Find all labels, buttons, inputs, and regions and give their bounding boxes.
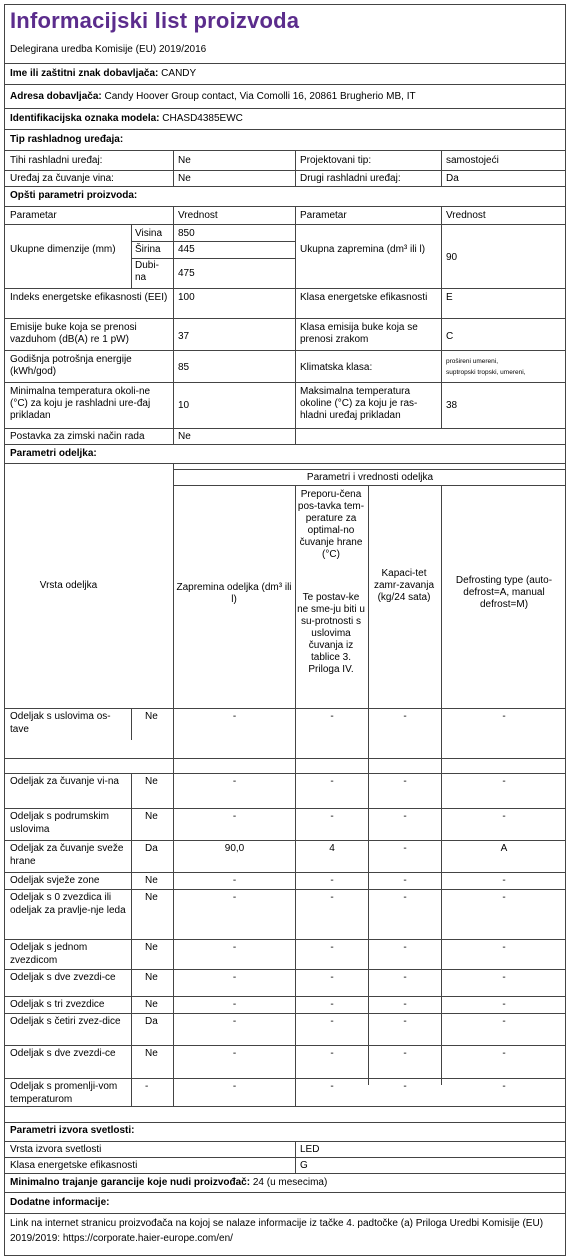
table-column-divider bbox=[131, 808, 132, 840]
compartment-type-header: Vrsta odeljka bbox=[39, 580, 98, 591]
compartment-present: Ne bbox=[145, 711, 158, 722]
table-column-divider bbox=[131, 1013, 132, 1045]
table-column-divider bbox=[131, 969, 132, 996]
min-temp-label: Minimalna temperatura okoli-ne (°C) za koju je rashladni ure-đaj prikladan bbox=[10, 386, 151, 421]
compartment-temp: - bbox=[330, 776, 334, 787]
compartment-temp: - bbox=[330, 1016, 334, 1027]
compartment-volume: - bbox=[232, 942, 237, 953]
address-row bbox=[10, 91, 416, 103]
compartment-temp: 4 bbox=[329, 843, 335, 854]
compartment-defrost: - bbox=[502, 999, 506, 1010]
regulation-subtitle: Delegirana uredba Komisije (EU) 2019/2016 bbox=[10, 44, 207, 55]
width-value: 445 bbox=[178, 244, 195, 255]
compartment-freeze: - bbox=[403, 843, 407, 854]
compartment-present: Da bbox=[145, 843, 158, 854]
warranty-label: Minimalno trajanje garancije koje nudi proizvođač: bbox=[10, 1177, 251, 1188]
compartment-freeze: - bbox=[403, 892, 407, 903]
gp-header-param: Parametar bbox=[10, 210, 57, 221]
compartment-volume-header: Zapremina odeljka (dm³ ili l) bbox=[176, 582, 292, 605]
compartment-volume: - bbox=[232, 1016, 237, 1027]
warranty-row bbox=[10, 1177, 327, 1189]
light-type-value: LED bbox=[300, 1144, 320, 1155]
table-row-divider bbox=[4, 1078, 566, 1079]
compartment-volume: - bbox=[232, 711, 237, 722]
manufacturer-label: Ime ili zaštitni znak dobavljača: bbox=[10, 68, 159, 79]
general-params-heading: Opšti parametri proizvoda: bbox=[10, 190, 138, 201]
compartment-freeze: - bbox=[403, 811, 407, 822]
address-label: Adresa dobavljača: bbox=[10, 91, 102, 102]
compartment-freeze: - bbox=[403, 1048, 407, 1059]
compartment-name: Odeljak s jednom zvezdicom bbox=[10, 942, 88, 966]
compartment-present: Ne bbox=[145, 776, 158, 787]
compartment-defrost: - bbox=[502, 711, 506, 722]
compartment-name: Odeljak s četiri zvez-dice bbox=[10, 1016, 121, 1027]
compartment-volume: - bbox=[232, 972, 237, 983]
total-volume-value: 90 bbox=[446, 252, 458, 263]
compartment-temp: - bbox=[330, 811, 334, 822]
compartment-defrost: - bbox=[502, 811, 506, 822]
noise-emission-value: 37 bbox=[178, 331, 190, 342]
appliance-type-heading: Tip rashladnog uređaja: bbox=[10, 134, 124, 145]
compartment-temp: - bbox=[330, 711, 334, 722]
compartment-name: Odeljak svježe zone bbox=[10, 875, 100, 886]
table-row-divider bbox=[4, 889, 566, 890]
compartment-name: Odeljak s dve zvezdi-ce bbox=[10, 1048, 116, 1059]
compartment-defrost: - bbox=[502, 776, 506, 787]
table-row-divider bbox=[4, 872, 566, 873]
compartment-present: Ne bbox=[145, 999, 158, 1010]
compartment-volume: - bbox=[232, 811, 237, 822]
compartment-params-heading: Parametri odeljka: bbox=[10, 448, 97, 459]
compartment-temp-header: Preporu-čena pos-tavka tem-perature za optimal-no čuvanje hrane (°C) bbox=[297, 489, 365, 560]
noise-class-label: Klasa emisija buke koja se prenosi zrakom bbox=[300, 322, 418, 345]
compartment-defrost: - bbox=[502, 875, 506, 886]
winter-mode-value: Ne bbox=[178, 431, 191, 442]
compartment-present: Ne bbox=[145, 875, 158, 886]
min-temp-value: 10 bbox=[178, 400, 190, 411]
compartment-volume: - bbox=[232, 776, 237, 787]
annual-energy-value: 85 bbox=[178, 362, 190, 373]
compartment-volume: - bbox=[232, 892, 237, 903]
table-row-divider bbox=[4, 773, 566, 774]
gp-header-param-2: Parametar bbox=[300, 210, 347, 221]
compartment-volume: - bbox=[232, 1081, 237, 1092]
table-column-divider bbox=[131, 889, 132, 939]
table-row-divider bbox=[4, 939, 566, 940]
compartment-present: Ne bbox=[145, 1048, 158, 1059]
table-row-divider bbox=[4, 1013, 566, 1014]
depth-label: Dubi-na bbox=[135, 260, 159, 283]
compartment-defrost: A bbox=[500, 843, 508, 854]
other-appliance-label: Drugi rashladni uređaj: bbox=[300, 173, 401, 184]
address-value: Candy Hoover Group contact, Via Comolli 16, 20861 Brugherio MB, IT bbox=[104, 91, 416, 102]
compartment-freeze: - bbox=[403, 875, 407, 886]
table-column-divider bbox=[131, 1078, 132, 1106]
wine-storage-label: Uređaj za čuvanje vina: bbox=[10, 173, 114, 184]
compartment-temp-note: Te postav-ke ne sme-ju biti u su-protnosti s uslovima čuvanja iz tablice 3. Priloga IV. bbox=[297, 592, 365, 675]
compartment-temp: - bbox=[330, 875, 334, 886]
light-params-heading: Parametri izvora svetlosti: bbox=[10, 1125, 135, 1136]
page-title: Informacijski list proizvoda bbox=[10, 8, 300, 33]
compartment-freeze: - bbox=[403, 972, 407, 983]
design-type-label: Projektovani tip: bbox=[300, 155, 372, 166]
compartment-volume: - bbox=[232, 1048, 237, 1059]
compartment-name: Odeljak za čuvanje sveže hrane bbox=[10, 843, 124, 867]
depth-value: 475 bbox=[178, 268, 195, 279]
compartment-name: Odeljak s 0 zvezdica ili odeljak za pravlje-nje leda bbox=[10, 892, 126, 916]
winter-mode-label: Postavka za zimski način rada bbox=[10, 431, 145, 442]
compartment-defrost-header: Defrosting type (auto-defrost=A, manual defrost=M) bbox=[455, 575, 553, 610]
compartment-defrost: - bbox=[502, 972, 506, 983]
compartment-present: Ne bbox=[145, 811, 158, 822]
compartment-defrost: - bbox=[502, 892, 506, 903]
wine-storage-value: Ne bbox=[178, 173, 191, 184]
model-row bbox=[10, 113, 243, 125]
width-label: Širina bbox=[135, 244, 161, 255]
additional-info-heading: Dodatne informacije: bbox=[10, 1197, 110, 1208]
compartment-freeze-header: Kapaci-tet zamr-zavanja (kg/24 sata) bbox=[373, 568, 435, 603]
compartment-present: Da bbox=[145, 1016, 158, 1027]
max-temp-label: Maksimalna temperatura okoline (°C) za koju je ras-hladni uređaj prikladan bbox=[300, 386, 418, 421]
compartment-freeze: - bbox=[403, 711, 407, 722]
light-class-value: G bbox=[300, 1160, 308, 1171]
additional-info-text: Link na internet stranicu proizvođača na kojoj se nalaze informacije iz tačke 4. padtočke (a) Priloga Uredbi Komisije (EU) 2019/2019: https://corporate.haier-europe.com/en/ bbox=[10, 1218, 544, 1244]
compartment-defrost: - bbox=[502, 1048, 506, 1059]
warranty-value: 24 (u mesecima) bbox=[252, 1177, 328, 1188]
model-label: Identifikacijska oznaka modela: bbox=[10, 113, 160, 124]
light-class-label: Klasa energetske efikasnosti bbox=[10, 1160, 138, 1171]
compartment-name: Odeljak s tri zvezdice bbox=[10, 999, 105, 1010]
table-column-divider bbox=[131, 708, 132, 740]
compartment-volume: - bbox=[232, 875, 237, 886]
eei-label: Indeks energetske efikasnosti (EEI) bbox=[10, 292, 168, 303]
compartment-freeze: - bbox=[403, 1016, 407, 1027]
compartment-temp: - bbox=[330, 1048, 334, 1059]
energy-class-value: E bbox=[446, 292, 453, 303]
other-appliance-value: Da bbox=[446, 173, 459, 184]
silent-appliance-label: Tihi rashladni uređaj: bbox=[10, 155, 103, 166]
eei-value: 100 bbox=[178, 292, 195, 303]
model-value: CHASD4385EWC bbox=[162, 113, 243, 124]
height-label: Visina bbox=[135, 228, 163, 239]
climate-class-label: Klimatska klasa: bbox=[300, 362, 373, 373]
compartment-name: Odeljak s promenlji-vom temperaturom bbox=[10, 1081, 118, 1105]
compartment-temp: - bbox=[330, 1081, 334, 1092]
annual-energy-label: Godišnja potrošnja energije (kWh/god) bbox=[10, 354, 132, 377]
height-value: 850 bbox=[178, 228, 195, 239]
compartment-group-header: Parametri i vrednosti odeljka bbox=[306, 472, 434, 483]
compartment-present: Ne bbox=[145, 892, 158, 903]
compartment-temp: - bbox=[330, 999, 334, 1010]
compartment-name: Odeljak s uslovima os-tave bbox=[10, 711, 111, 735]
climate-class-value-1: prošireni umereni, bbox=[446, 358, 499, 365]
table-column-divider bbox=[131, 996, 132, 1013]
compartment-volume: - bbox=[232, 999, 237, 1010]
energy-class-label: Klasa energetske efikasnosti bbox=[300, 292, 428, 303]
table-column-divider bbox=[131, 1045, 132, 1078]
compartment-volume: 90,0 bbox=[224, 843, 245, 854]
table-column-divider bbox=[131, 773, 132, 808]
compartment-freeze: - bbox=[403, 776, 407, 787]
gp-header-value-2: Vrednost bbox=[446, 210, 486, 221]
gp-header-value: Vrednost bbox=[178, 210, 218, 221]
table-row-divider bbox=[4, 996, 566, 997]
total-volume-label: Ukupna zapremina (dm³ ili l) bbox=[300, 244, 426, 255]
noise-class-value: C bbox=[446, 331, 454, 342]
compartment-freeze: - bbox=[403, 999, 407, 1010]
table-column-divider bbox=[131, 872, 132, 889]
light-type-label: Vrsta izvora svetlosti bbox=[10, 1144, 102, 1155]
compartment-present: - bbox=[145, 1081, 149, 1092]
table-row-divider bbox=[4, 840, 566, 841]
compartment-temp: - bbox=[330, 972, 334, 983]
table-row-divider bbox=[4, 969, 566, 970]
climate-class-value-2: suptropski tropski, umereni, bbox=[446, 369, 526, 376]
compartment-defrost: - bbox=[502, 1016, 506, 1027]
table-row-divider bbox=[4, 758, 566, 759]
compartment-name: Odeljak s podrumskim uslovima bbox=[10, 811, 109, 835]
silent-appliance-value: Ne bbox=[178, 155, 191, 166]
compartment-temp: - bbox=[330, 892, 334, 903]
dimensions-label: Ukupne dimenzije (mm) bbox=[10, 244, 116, 255]
compartment-defrost: - bbox=[502, 942, 506, 953]
noise-emission-label: Emisije buke koja se prenosi vazduhom (dB(A) re 1 pW) bbox=[10, 322, 137, 345]
max-temp-value: 38 bbox=[446, 400, 458, 411]
compartment-freeze: - bbox=[403, 942, 407, 953]
table-row-divider bbox=[4, 1045, 566, 1046]
compartment-freeze: - bbox=[403, 1081, 407, 1092]
compartment-present: Ne bbox=[145, 942, 158, 953]
design-type-value: samostojeći bbox=[446, 155, 499, 166]
compartment-name: Odeljak za čuvanje vi-na bbox=[10, 776, 119, 787]
compartment-defrost: - bbox=[502, 1081, 506, 1092]
manufacturer-row bbox=[10, 68, 196, 80]
table-row-divider bbox=[4, 808, 566, 809]
compartment-temp: - bbox=[330, 942, 334, 953]
compartment-name: Odeljak s dve zvezdi-ce bbox=[10, 972, 116, 983]
manufacturer-value: CANDY bbox=[161, 68, 197, 79]
compartment-present: Ne bbox=[145, 972, 158, 983]
table-column-divider bbox=[131, 939, 132, 969]
table-column-divider bbox=[131, 840, 132, 872]
table-row-divider bbox=[4, 708, 566, 709]
